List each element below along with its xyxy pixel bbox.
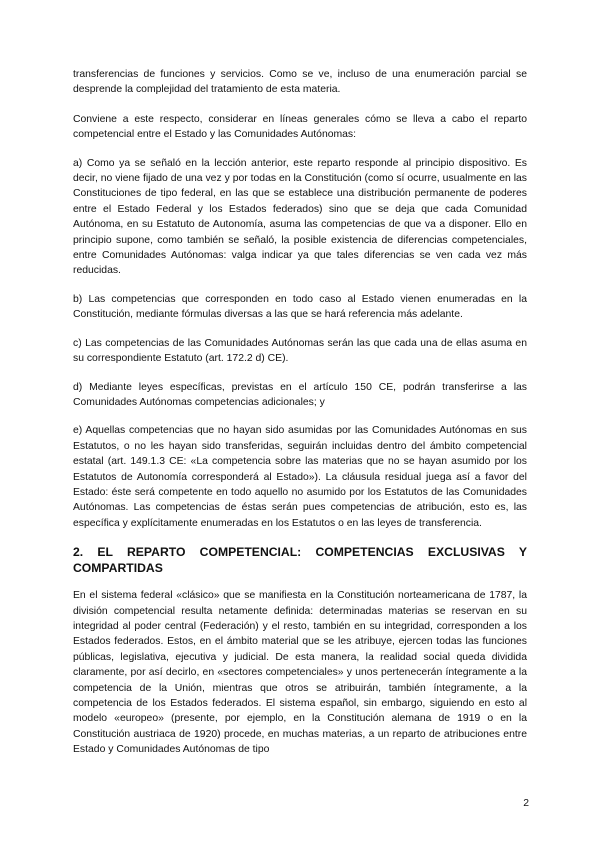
paragraph-item-e: e) Aquellas competencias que no hayan sido asumidas por las Comunidades Autónomas en sus Estatutos, o no les hayan sido transferidas, seguirán incluidas dentro del ámbito competencial estatal (art. 149.1.3 CE: «La competencia sobre las materias que no se hayan asumido por los Estatutos de Autonomía corresponderá al Estado»). La cláusula residual juega así a favor del Estado: éste será competente en todo aquello no asumido por los Estatutos de las Comunidades Autónomas. Las competencias de éstas serán pues competencias de atribución, esto es, las específica y explícitamente enumeradas en los Estatutos o en las leyes de transferencia.: [73, 425, 527, 529]
paragraph-intro-reparto: Conviene a este respecto, considerar en líneas generales cómo se lleva a cabo el reparto competencial entre el Estado y las Comunidades Autónomas:: [73, 113, 527, 141]
paragraph-item-a: a) Como ya se señaló en la lección anterior, este reparto responde al principio dispositivo. Es decir, no viene fijado de una vez y por todas en la Constitución (como sí ocurre, usualmente en las Constituciones de tipo federal, en las que se establece una distribución permanente de poderes entre el Estado Federal y los Estados federados) sino que se deja que cada Comunidad Autónoma, en su Estatuto de Autonomía, asuma las competencias de que va a disponer. Ello en principio supone, como también se señaló, la posible existencia de diferencias competenciales, entre Comunidades Autónomas: valga indicar ya que tales diferencias se ven cada vez más reducidas.: [73, 157, 527, 277]
paragraph-transferencias: transferencias de funciones y servicios. Como se ve, incluso de una enumeración parcial se desprende la complejidad del tratamiento de esta materia.: [73, 69, 527, 96]
paragraph-item-c: c) Las competencias de las Comunidades Autónomas serán las que cada una de ellas asuma en su correspondiente Estatuto (art. 172.2 d) CE).: [73, 337, 527, 365]
paragraph-item-b: b) Las competencias que corresponden en todo caso al Estado vienen enumeradas en la Constitución, mediante fórmulas diversas a las que se hará referencia más adelante.: [73, 293, 527, 321]
page-number: 2: [523, 798, 529, 809]
paragraph-sistema-federal: En el sistema federal «clásico» que se manifiesta en la Constitución norteamericana de 1787, la división competencial resulta netamente definida: determinadas materias se reservan en su integridad al poder central (Federación) y el resto, también en su integridad, corresponden a los Estados federados. Estos, en el ámbito material que se les atribuye, ejercen todas las funciones públicas, legislativa, ejecutiva y judicial. De esta manera, la realidad social queda dividida claramente, por así decirlo, en «sectores competenciales» y unos pertenecerán íntegramente a la competencia de la Unión, mientras que otros se atribuirán, también íntegramente, a la competencia de los Estados federados. El sistema español, sin embargo, siguiendo en esto al modelo «europeo» (presente, por ejemplo, en la Constitución alemana de 1919 o en la Constitución austriaca de 1920) procede, en muchas materias, a un reparto de atribuciones entre Estado y Comunidades Autónomas de tipo: [73, 590, 527, 756]
section-heading: 2. EL REPARTO COMPETENCIAL: COMPETENCIAS EXCLUSIVAS Y COMPARTIDAS: [73, 545, 527, 576]
paragraph-item-d: d) Mediante leyes específicas, previstas en el artículo 150 CE, podrán transferirse a las Comunidades Autónomas competencias adicionales; y: [73, 381, 527, 408]
